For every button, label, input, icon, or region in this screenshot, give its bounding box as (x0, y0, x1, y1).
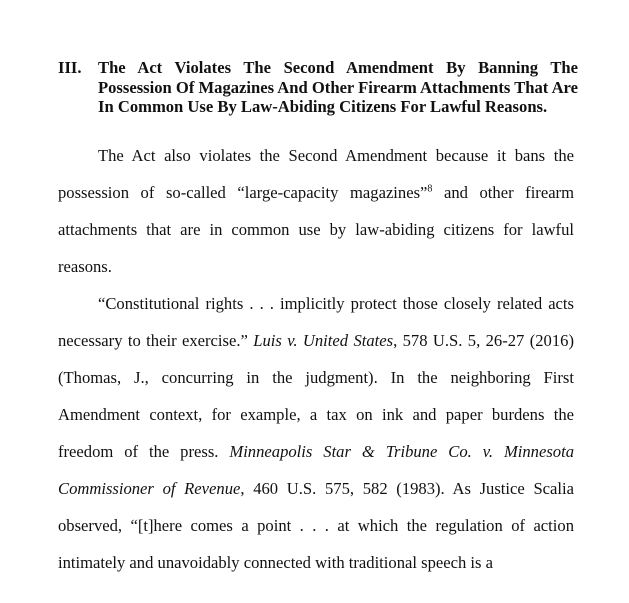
section-heading (58, 58, 578, 117)
citation-text-1: , 578 U.S. 5, 26-27 (2016) (Thomas, J., concurring in the judgment). In the neighboring First Amendment context, for example, a tax on ink and paper burdens the freedom of the press. (58, 331, 574, 461)
paragraph-1 (58, 137, 574, 285)
paragraph-1-text: The Act also violates the Second Amendment because it bans the possession of so-called “large-capacity magazines” (58, 146, 574, 202)
citation-text-2: , 460 U.S. 575, 582 (1983). As Justice Scalia observed, “[t]here comes a point . . . at which the regulation of action intimately and unavoidably connected with traditional speech is a (58, 479, 574, 572)
case-citation-luis: Luis v. United States (253, 331, 394, 350)
section-heading-text: The Act Violates The Second Amendment By Banning The Possession Of Magazines And Other Firearm Attachments That Are In Common Use By Law-Abiding Citizens For Lawful Reasons. (98, 58, 578, 116)
case-citation-minneapolis: Minneapolis Star & Tribune Co. v. Minnesota Commissioner of Revenue (58, 442, 574, 498)
paragraph-1-text-cont: and other firearm attachments that are in common use by law-abiding citizens for lawful reasons. (58, 183, 574, 276)
quote-text: “Constitutional rights . . . implicitly protect those closely related acts necessary to their exercise.” (58, 294, 574, 350)
paragraph-2 (58, 285, 574, 581)
section-number: III. (58, 58, 82, 77)
footnote-marker[interactable]: 8 (427, 183, 433, 195)
